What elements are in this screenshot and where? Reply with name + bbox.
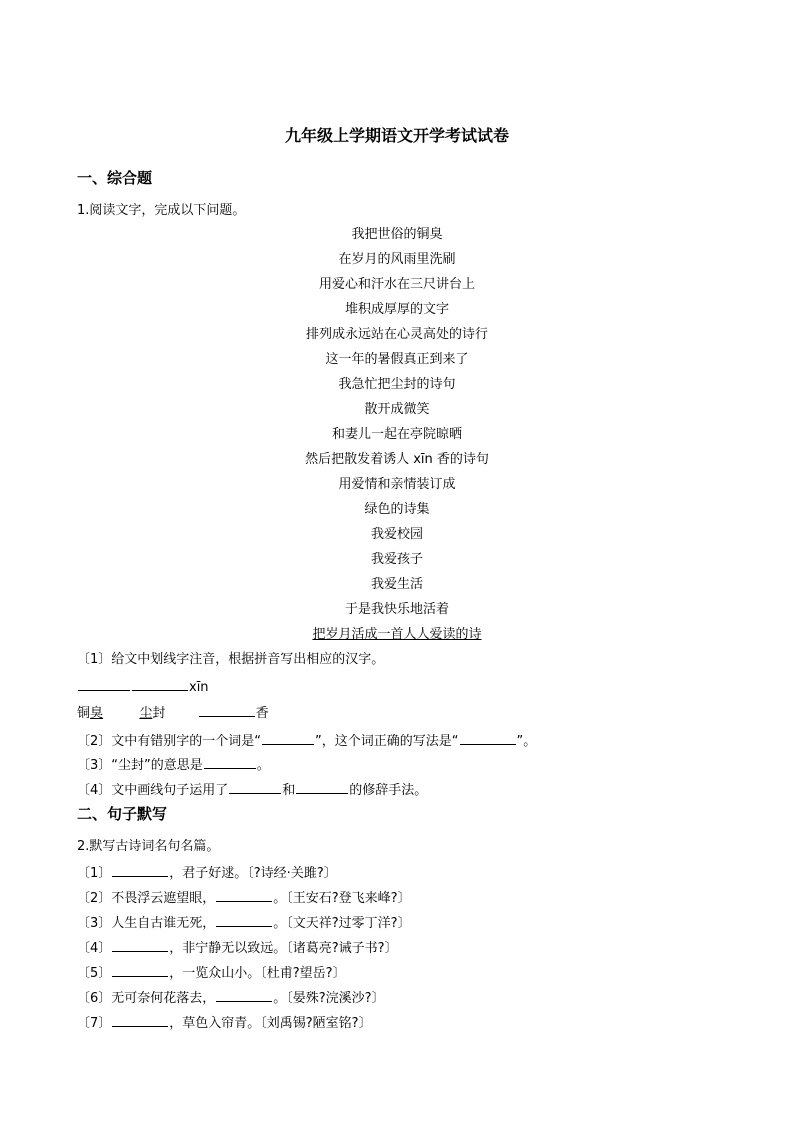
poem-line: 排列成永远站在心灵高处的诗行: [305, 327, 488, 342]
pinyin-label: xīn: [189, 680, 209, 695]
answer-blank[interactable]: [78, 677, 130, 691]
word-row: [77, 703, 269, 723]
answer-blank[interactable]: [204, 755, 256, 769]
dictation-item: 〔3〕人生自古谁无死， 。〔文天祥?过零丁洋?〕: [77, 913, 411, 933]
answer-blank[interactable]: [199, 703, 255, 717]
answer-blank[interactable]: [262, 731, 314, 745]
poem-line: 我把世俗的铜臭: [351, 227, 443, 242]
poem-block: [0, 226, 794, 651]
dictation-item: 〔4〕 ，非宁静无以致远。〔诸葛亮?诫子书?〕: [77, 938, 398, 958]
poem-line: 我爱生活: [370, 577, 423, 592]
pinyin-row: [77, 677, 209, 697]
poem-line: 我爱校园: [370, 527, 423, 542]
section-heading-comprehensive: 一、综合题: [77, 169, 153, 187]
answer-blank[interactable]: [216, 888, 272, 902]
word-xiang: 香: [255, 706, 269, 721]
question-1-4: 〔4〕文中画线句子运用了 和 的修辞手法。: [77, 780, 427, 800]
answer-blank[interactable]: [112, 1013, 168, 1027]
poem-line-underlined: 把岁月活成一首人人爱读的诗: [312, 627, 482, 642]
dictation-item: 〔5〕 ，一览众山小。〔杜甫?望岳?〕: [77, 963, 346, 983]
dictation-item: 〔2〕不畏浮云遮望眼， 。〔王安石?登飞来峰?〕: [77, 888, 411, 908]
poem-line: 在岁月的风雨里洗刷: [338, 252, 456, 267]
poem-line: 和妻儿一起在亭院晾晒: [331, 427, 462, 442]
answer-blank[interactable]: [112, 863, 168, 877]
answer-blank[interactable]: [229, 780, 281, 794]
poem-line: 我急忙把尘封的诗句: [338, 377, 456, 392]
word-chenfeng: 尘封: [139, 706, 166, 721]
question-1-3: 〔3〕“尘封”的意思是 。: [77, 755, 270, 775]
poem-line: 用爱情和亲情装订成: [338, 477, 456, 492]
poem-line: 用爱心和汗水在三尺讲台上: [318, 277, 475, 292]
answer-blank[interactable]: [112, 963, 168, 977]
poem-line: 然后把散发着诱人 xīn 香的诗句: [305, 452, 489, 467]
dictation-item: 〔7〕 ，草色入帘青。〔刘禹锡?陋室铭?〕: [77, 1013, 372, 1033]
poem-line: 堆积成厚厚的文字: [344, 302, 449, 317]
poem-line: 于是我快乐地活着: [344, 602, 449, 617]
answer-blank[interactable]: [216, 913, 272, 927]
poem-line: 绿色的诗集: [364, 502, 430, 517]
question-2-intro: 2.默写古诗词名句名篇。: [77, 839, 220, 854]
poem-line: 散开成微笑: [364, 402, 430, 417]
dictation-item: 〔6〕无可奈何花落去， 。〔晏殊?浣溪沙?〕: [77, 988, 385, 1008]
dictation-item: 〔1〕 ，君子好逑。〔?诗经·关雎?〕: [77, 863, 337, 883]
question-1-2: 〔2〕文中有错别字的一个词是“ ”，这个词正确的写法是“ ”。: [77, 731, 536, 751]
answer-blank[interactable]: [460, 731, 516, 745]
poem-line: 我爱孩子: [370, 552, 423, 567]
answer-blank[interactable]: [132, 677, 188, 691]
word-tongchou: 铜臭: [77, 706, 104, 721]
answer-blank[interactable]: [112, 938, 168, 952]
answer-blank[interactable]: [216, 988, 272, 1002]
section-heading-dictation: 二、句子默写: [77, 805, 168, 823]
question-1-intro: 1.阅读文字，完成以下问题。: [77, 203, 246, 218]
page-title: 九年级上学期语文开学考试试卷: [284, 126, 509, 145]
poem-line: 这一年的暑假真正到来了: [325, 352, 469, 367]
answer-blank[interactable]: [296, 780, 348, 794]
question-1-1: 〔1〕给文中划线字注音，根据拼音写出相应的汉字。: [77, 652, 385, 667]
